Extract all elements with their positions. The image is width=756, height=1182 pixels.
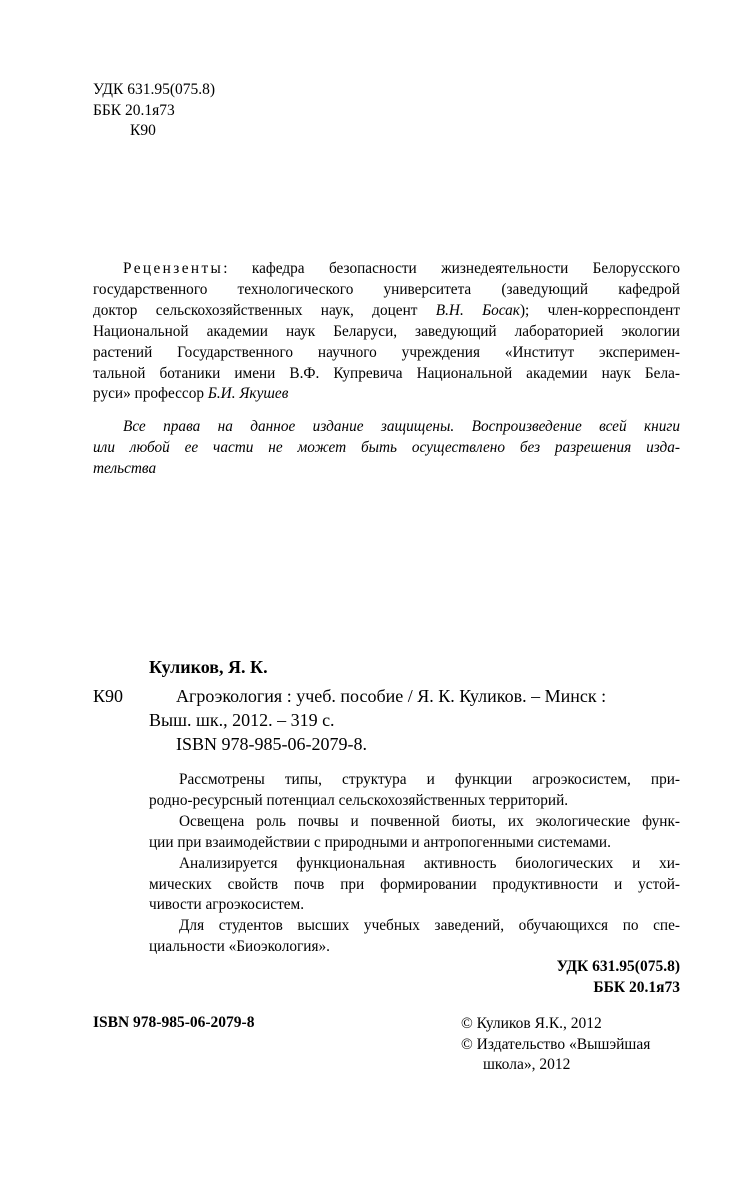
annotation: Рассмотрены типы, структура и функции агроэкосистем, при- родно-ресурсный потенциал сельскохозяйственных территорий. Освещена роль почвы и почвенной биоты, их экологические функ- ции при взаимодействии с природными и антропогенными системами. Анализируется функциональная активность биологических и хи- мических свойств почв при формировании продуктивности и устой- чивости агроэкосистем. Для студентов высших учебных заведений, обучающихся по спе- циальности «Биоэкология». [149, 771, 680, 956]
right-classification-codes [557, 957, 680, 998]
copyright-author: © Куликов Я.К., 2012 [461, 1015, 602, 1032]
reviewer-name-bosak: В.Н. Босак [435, 301, 520, 319]
copyright-block [461, 1014, 650, 1076]
rights-notice: Все права на данное издание защищены. Воспроизведение всей книги или любой ее части не может быть осуществлено без разрешения изда- тельства [93, 418, 680, 477]
catalog-publisher-line: Выш. шк., 2012. – 319 с. [149, 710, 335, 730]
udk-code: УДК 631.95(075.8) [93, 81, 216, 98]
reviewer-name-yakushev: Б.И. Якушев [207, 385, 289, 403]
isbn: ISBN 978-985-06-2079-8 [93, 1014, 255, 1031]
copyright-publisher: © Издательство «Вышэйшая [461, 1035, 651, 1053]
bbk-code: ББК 20.1я73 [93, 101, 175, 119]
reviewers-label: Рецензенты [123, 260, 224, 277]
catalog-author: Куликов, Я. К. [149, 657, 268, 677]
catalog-isbn-line: ISBN 978-985-06-2079-8. [176, 734, 367, 754]
right-bbk-code: ББК 20.1я73 [593, 978, 680, 996]
author-mark: К90 [130, 122, 156, 139]
reviewers-paragraph: Рецензенты: кафедра безопасности жизнедеятельности Белорусского государственного технологического университета (заведующий кафедрой доктор сельскохозяйственных наук, доцент В.Н. Босак); член-корреспондент Национальной академии наук Беларуси, заведующий лабораторией экологии растений Государственного научного учреждения «Институт эксперимен- тальной ботаники имени В.Ф. Купревича Национальной академии наук Бела- руси» профессор Б.И. Якушев [93, 260, 681, 403]
classification-codes [93, 80, 215, 142]
copyright-publisher-cont: школа», 2012 [483, 1056, 571, 1073]
right-udk-code: УДК 631.95(075.8) [556, 958, 680, 975]
catalog-title-line: Агроэкология : учеб. пособие / Я. К. Куликов. – Минск : [176, 686, 607, 706]
catalog-code: К90 [93, 686, 124, 706]
